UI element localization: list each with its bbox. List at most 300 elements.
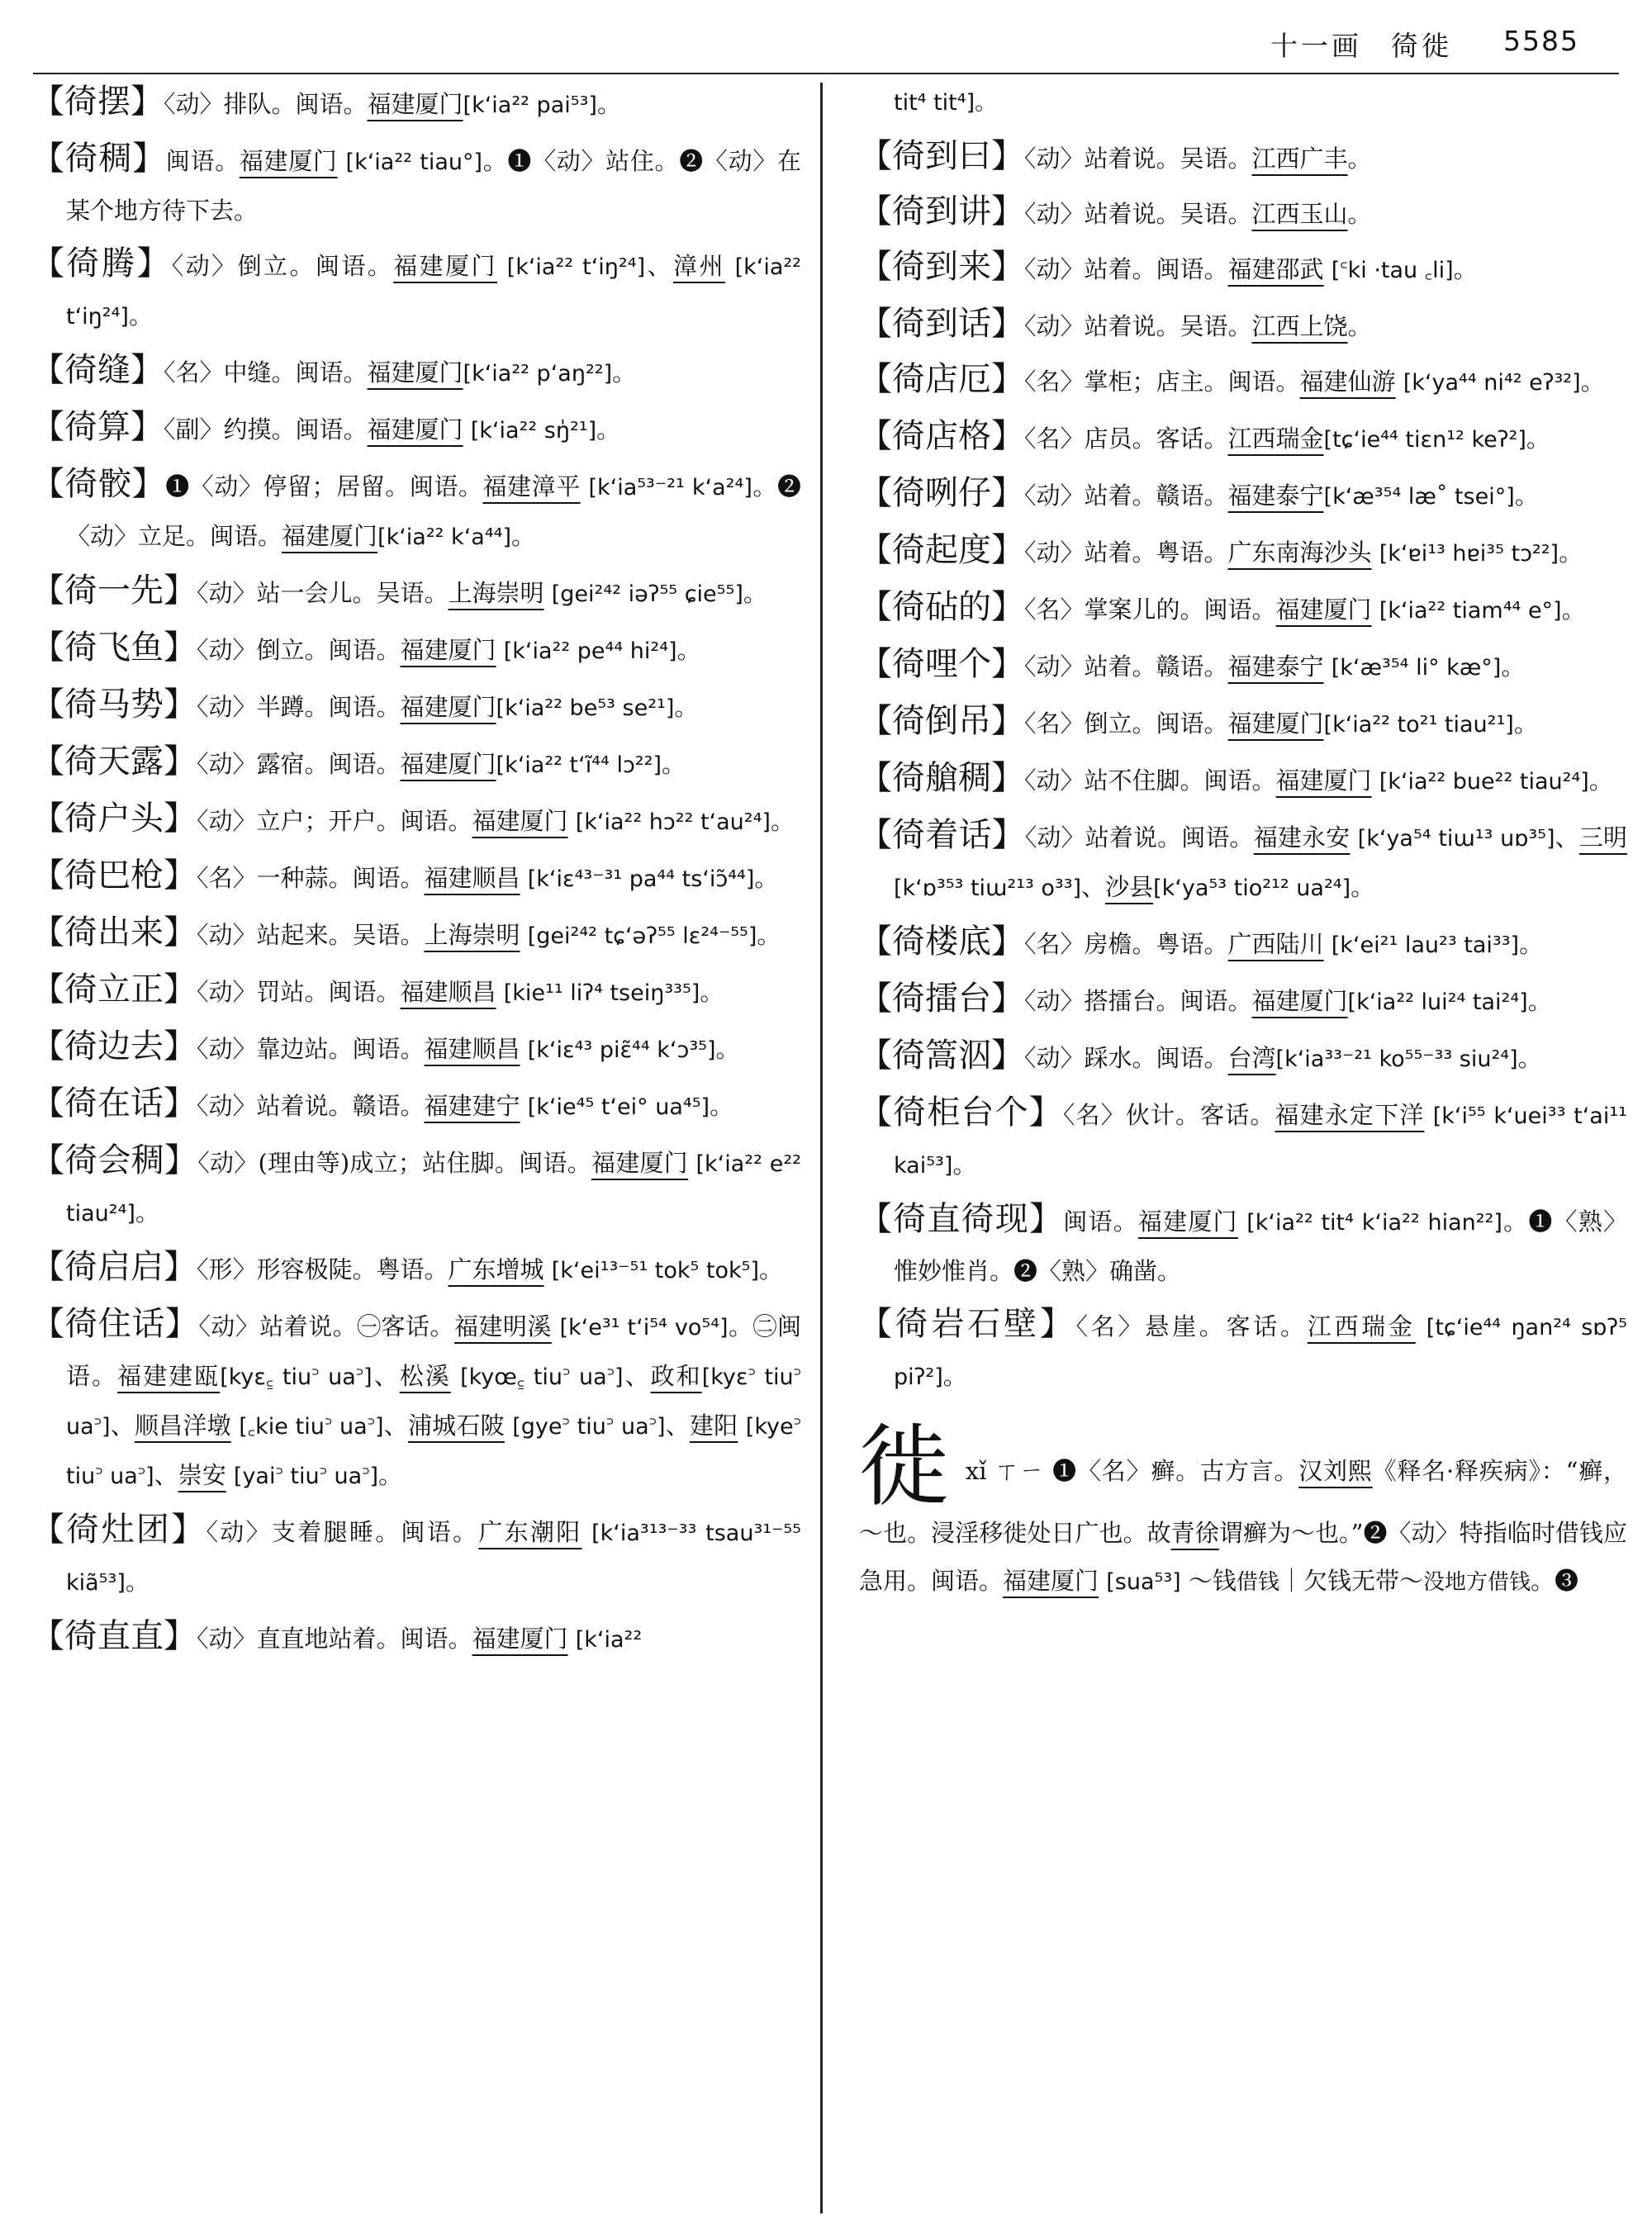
dictionary-entry: [31, 567, 801, 619]
definition-text: 。: [676, 636, 701, 664]
dictionary-entry: [859, 355, 1627, 407]
dialect-location: 江西瑞金: [1307, 1312, 1416, 1340]
definition-text: [1372, 766, 1379, 795]
definition-text: [1324, 930, 1332, 958]
entry-headword: 【徛一先】: [31, 572, 197, 610]
definition-text: 〈动〉支着腿睡。闽语。: [206, 1518, 479, 1546]
phonetic: [k‘ia²² sŋ̍²¹]: [470, 418, 597, 444]
dialect-location: 福建邵武: [1227, 255, 1324, 283]
definition-text: [544, 1255, 552, 1283]
dialect-location: 福建厦门: [1137, 1208, 1238, 1236]
phonetic: [k‘ia²² e²² tiau²⁴]: [66, 1151, 801, 1226]
dictionary-entry: [31, 346, 801, 398]
definition-text: 〈动〉站着。粤语。: [1024, 539, 1228, 567]
definition-text: 〈动〉倒立。闽语。: [171, 252, 394, 280]
dialect-location: 福建永定下洋: [1275, 1101, 1425, 1129]
dictionary-entry: [859, 811, 1627, 913]
dialect-location: 广东增城: [448, 1255, 544, 1283]
definition-text: 《释名·释疾病》：“癣，～也。浸淫移徙处日广也。故: [859, 1457, 1628, 1547]
phonetic: [k‘ia²² hɔ²² t‘au²⁴]: [575, 809, 771, 835]
phonetic: [꜂ki ·tau ꜀li]: [1331, 258, 1454, 283]
definition-text: 〈动〉排队。闽语。: [164, 90, 368, 118]
dictionary-entry: [31, 460, 801, 562]
definition-text: 。: [700, 978, 724, 1006]
phonetic: [k‘ia²² be⁵³ se²¹]: [496, 695, 675, 721]
left-column: [31, 78, 801, 1669]
entry-headword: 【徛到讲】: [859, 192, 1024, 230]
definition-text: 〈动〉立户；开户。闽语。: [197, 807, 472, 835]
definition-text: [496, 636, 504, 664]
phonetic: [k‘ia²² t‘ĩ⁴⁴ lɔ²²]: [496, 752, 662, 778]
definition-text: 。: [1559, 539, 1583, 567]
entry-headword: 【徛店格】: [859, 417, 1024, 455]
definition-text: 、: [1081, 873, 1106, 901]
definition-text: [1350, 823, 1357, 852]
phonetic: [kyɛ꜄ tiu꜄ ua꜄]: [66, 1364, 801, 1440]
phonetic: [k‘ɐi¹³ hɐi³⁵ tɔ²²]: [1379, 541, 1559, 567]
entry-headword: 【徛砧的】: [859, 588, 1024, 626]
entry-headword: 【徛篙泅】: [859, 1037, 1024, 1075]
entry-headword: 【徛启启】: [31, 1248, 197, 1286]
phonetic: [gei²⁴² tɕ‘əʔ⁵⁵ lɛ²⁴⁻⁵⁵]: [527, 923, 757, 949]
entry-headword: 【徛算】: [31, 408, 164, 446]
definition-text: 〈动〉露宿。闽语。: [197, 750, 401, 778]
dictionary-entry: [859, 469, 1627, 521]
phonetic: [k‘ia²² pai⁵³]: [463, 93, 597, 118]
definition-text: 〈动〉站着说。吴语。: [1024, 145, 1252, 173]
definition-text: 〈动〉罚站。闽语。: [197, 978, 401, 1006]
entry-headword: 【徛摆】: [31, 83, 164, 121]
right-column: [859, 78, 1627, 1606]
definition-text: 。: [1580, 368, 1605, 396]
definition-text: 〈形〉形容极陡。粤语。: [197, 1255, 449, 1283]
definition-text: [582, 1518, 592, 1546]
dialect-location: 江西广丰: [1251, 145, 1348, 173]
entry-headword: 【徛飞鱼】: [31, 629, 197, 667]
entry-headword: 【徛倒吊】: [859, 702, 1024, 740]
definition-text: 、: [110, 1412, 135, 1440]
header-characters: 徛徙: [1391, 30, 1452, 62]
dialect-location: 福建厦门: [367, 415, 463, 444]
entry-headword: 【徛哩个】: [859, 645, 1024, 683]
phonetic: [k‘i⁵⁵ k‘uei³³ t‘ai¹¹ kai⁵³]: [894, 1103, 1627, 1179]
page-number: 5585: [1503, 25, 1579, 57]
dialect-location: 沙县: [1105, 873, 1154, 901]
definition-text: 。: [754, 864, 779, 892]
column-divider: [820, 83, 823, 2213]
dialect-location: 上海崇明: [448, 579, 544, 607]
dictionary-entry: [31, 909, 801, 961]
definition-text: 〈动〉站着说。吴语。: [1024, 312, 1252, 340]
phonetic: [k‘ia²² t‘iŋ²⁴]: [506, 254, 646, 280]
definition-text: [338, 147, 346, 175]
dialect-location: 崇安: [178, 1461, 226, 1489]
dictionary-entry: [31, 1136, 801, 1238]
phonetic: [k‘æ³⁵⁴ læ˚ tsei°]: [1323, 484, 1515, 510]
definition-text: 闽语。: [165, 147, 240, 175]
header-rule: [33, 73, 1619, 74]
definition-text: [463, 415, 471, 444]
definition-text: 。: [770, 807, 795, 835]
dialect-location: 福建永安: [1253, 823, 1351, 852]
definition-text: 。: [674, 693, 699, 721]
definition-text: 〈动〉搭擂台。闽语。: [1024, 987, 1252, 1015]
definition-text: [568, 1625, 576, 1653]
dialect-location: 福建厦门: [400, 636, 496, 664]
definition-text: 〈名〉店员。客话。: [1024, 425, 1228, 453]
definition-text: 〈动〉站一会儿。吴语。: [197, 579, 449, 607]
dialect-location: 广东南海沙头: [1227, 539, 1372, 567]
dialect-location: 福建明溪: [453, 1312, 552, 1340]
definition-text: 。: [125, 1568, 150, 1596]
phonetic: [yai꜄ tiu꜄ ua꜄]: [233, 1464, 379, 1489]
phonetic: [k‘ya⁵³ tio²¹² ua²⁴]: [1153, 875, 1351, 901]
entry-headword: 【徛直徛现】: [859, 1200, 1064, 1238]
phonetic: [k‘ie⁴⁵ t‘ei° ua⁴⁵]: [527, 1094, 710, 1120]
entry-headword: 【徛住话】: [31, 1305, 199, 1343]
definition-text: 、: [1555, 823, 1579, 852]
entry-headword: 【徛到曰】: [859, 137, 1024, 175]
dialect-location: 福建顺昌: [424, 1035, 520, 1063]
definition-text: 。: [743, 579, 767, 607]
entry-headword: 【徛店厄】: [859, 360, 1024, 398]
definition-text: 、: [383, 1412, 408, 1440]
definition-text: [725, 252, 735, 280]
entry-headword: 【徛到来】: [859, 248, 1024, 286]
definition-text: 〈动〉踩水。闽语。: [1024, 1044, 1228, 1072]
dialect-location: 福建厦门: [472, 807, 568, 835]
phonetic: [k‘e³¹ t‘i⁵⁴ vo⁵⁴]: [559, 1315, 729, 1340]
dictionary-entry: [859, 640, 1627, 692]
definition-text: 〈动〉直直地站着。闽语。: [197, 1625, 472, 1653]
definition-text: [1416, 1312, 1427, 1340]
phonetic: [k‘ia²² k‘a⁴⁴]: [377, 524, 512, 550]
dialect-location: 福建仙游: [1299, 368, 1396, 396]
phonetic: [gei²⁴² iəʔ⁵⁵ ɕie⁵⁵]: [551, 581, 743, 607]
definition-text: [1238, 1208, 1246, 1236]
phonetic: [k‘ia²² lui²⁴ tai²⁴]: [1347, 989, 1528, 1015]
definition-text: [581, 472, 589, 501]
dictionary-entry: [31, 624, 801, 676]
definition-text: 。: [1351, 873, 1375, 901]
definition-text: 。: [612, 358, 637, 387]
phonetic: [kie¹¹ liʔ⁴ tseiŋ³³⁵]: [503, 980, 700, 1006]
dialect-location: 福建顺昌: [400, 978, 496, 1006]
definition-text: 〈名〉悬崖。客话。: [1075, 1312, 1308, 1340]
dialect-location: 福建厦门: [1275, 766, 1372, 795]
dictionary-entry: [31, 1612, 801, 1664]
entry-headword: 【徛天露】: [31, 743, 197, 780]
definition-text: 。: [1347, 312, 1372, 340]
phonetic: [k‘ia⁵³⁻²¹ k‘a²⁴]: [588, 475, 752, 501]
definition-text: [568, 807, 576, 835]
dictionary-entry: [859, 187, 1627, 238]
dialect-location: 福建厦门: [393, 252, 497, 280]
phonetic: [k‘ia²² t‘iŋ²⁴]: [66, 254, 802, 330]
definition-text: [451, 1362, 460, 1390]
dictionary-entry: [31, 135, 801, 235]
definition-text: 。: [1453, 255, 1478, 283]
dialect-location: 浦城石陂: [407, 1412, 505, 1440]
phonetic: [k‘ia²² pe⁴⁴ hi²⁴]: [503, 638, 677, 664]
dictionary-entry: [859, 1300, 1627, 1402]
definition-text: ❶〈名〉癣。古方言。: [1052, 1457, 1299, 1485]
dialect-location: 福建厦门: [367, 90, 463, 118]
definition-text: 。: [1588, 766, 1613, 795]
definition-text: 〈动〉站着说。赣语。: [197, 1092, 425, 1120]
definition-text: 。: [1513, 709, 1538, 738]
dictionary-entry: [31, 1022, 801, 1075]
entry-headword: 【徛楼底】: [859, 923, 1024, 961]
dictionary-entry: [859, 1195, 1627, 1295]
dictionary-entry: [31, 1506, 801, 1607]
dictionary-entry: [31, 1243, 801, 1295]
definition-text: 。: [952, 1151, 977, 1179]
dialect-location: 松溪: [399, 1362, 451, 1390]
definition-text: 〈名〉中缝。闽语。: [164, 358, 368, 387]
dictionary-entry: [859, 132, 1627, 183]
dictionary-entry: [31, 1079, 801, 1132]
dictionary-entry: [31, 240, 801, 341]
definition-text: [226, 1461, 234, 1489]
definition-text: [544, 579, 552, 607]
phonetic: [k‘ya⁵⁴ tiɯ¹³ uɒ³⁵]: [1357, 826, 1555, 852]
definition-text: 、: [154, 1461, 178, 1489]
dialect-location: 福建泰宁: [1227, 652, 1324, 681]
definition-text: [1424, 1101, 1432, 1129]
phonetic: [꜀kie tiu꜄ ua꜄]: [239, 1414, 384, 1440]
definition-text: ～钱: [1180, 1567, 1237, 1595]
definition-text: 〈名〉伙计。客话。: [1062, 1101, 1275, 1129]
dialect-location: 广东潮阳: [478, 1518, 582, 1546]
continued-text: [859, 78, 1627, 127]
definition-text: [520, 864, 528, 892]
dialect-location: 江西玉山: [1251, 200, 1348, 228]
phonetic: [tɕ‘ie⁴⁴ tiɛn¹² keʔ²]: [1323, 427, 1526, 453]
definition-text: 。: [1527, 987, 1552, 1015]
dialect-location: 台湾: [1227, 1044, 1276, 1072]
definition-text: [520, 1035, 528, 1063]
definition-text: 。: [1501, 652, 1526, 681]
dictionary-entry: [859, 918, 1627, 970]
phonetic: [k‘ei¹³⁻⁵¹ tok⁵ tok⁵]: [551, 1258, 759, 1283]
definition-text: 。: [1347, 200, 1372, 228]
entry-headword: 【徛在话】: [31, 1084, 197, 1122]
dictionary-entry: [859, 1089, 1627, 1190]
definition-text: 〈动〉站着说。㊀客话。: [198, 1312, 454, 1340]
definition-text: 〈动〉倒立。闽语。: [197, 636, 401, 664]
entry-headword: 【徛擂台】: [859, 980, 1024, 1018]
phonetic: tit⁴ tit⁴]。: [894, 90, 998, 116]
definition-text: [1324, 255, 1332, 283]
phonetic: [k‘æ³⁵⁴ li° kæ°]: [1331, 655, 1502, 681]
definition-text: 〈动〉(理由等)成立；站住脚。闽语。: [197, 1149, 591, 1177]
definition-text: [1372, 595, 1379, 624]
dialect-location: 汉刘熙: [1298, 1457, 1373, 1485]
definition-text: ｜欠钱无带～: [1279, 1567, 1423, 1595]
definition-text: 〈名〉掌案儿的。闽语。: [1024, 595, 1276, 624]
definition-text: [496, 978, 504, 1006]
entry-headword: 【徛稠】: [31, 140, 166, 178]
phonetic: [k‘ia³³⁻²¹ ko⁵⁵⁻³³ siu²⁴]: [1275, 1046, 1518, 1072]
dialect-location: 福建泰宁: [1227, 482, 1324, 510]
dictionary-entry: [859, 754, 1627, 806]
dialect-location: 福建厦门: [1275, 595, 1372, 624]
definition-text: 、: [623, 1362, 651, 1390]
definition-text: [1324, 652, 1332, 681]
phonetic: [k‘ia²² tit⁴ k‘ia²² hian²²]: [1246, 1210, 1502, 1236]
entry-headword: 【徛着话】: [859, 816, 1025, 854]
definition-text: 。: [661, 750, 686, 778]
entry-headword: 【徛立正】: [31, 970, 197, 1008]
dictionary-entry: [31, 852, 801, 904]
definition-text: [497, 252, 507, 280]
dictionary-entry: [859, 412, 1627, 464]
definition-text: 。: [759, 1255, 784, 1283]
phonetic: [tɕ‘ie⁴⁴ ŋan²⁴ sɒʔ⁵ piʔ²]: [894, 1315, 1627, 1390]
definition-text: 。: [710, 1092, 734, 1120]
entry-headword: 【徛会稠】: [31, 1141, 198, 1179]
phonetic: [k‘ia²² p‘aŋ²²]: [463, 361, 613, 387]
definition-text: [738, 1412, 745, 1440]
definition-text: 。: [1517, 1044, 1542, 1072]
dialect-location: 建阳: [689, 1412, 738, 1440]
definition-text: 。: [596, 415, 621, 444]
dialect-location: 三明: [1578, 823, 1627, 852]
entry-headword: 【徛户头】: [31, 799, 197, 837]
definition-text: 〈动〉靠边站。闽语。: [197, 1035, 425, 1063]
definition-text: 、: [645, 252, 673, 280]
definition-text: 〈动〉站着。赣语。: [1024, 482, 1228, 510]
definition-text: 。❷〈动〉立足。闽语。: [66, 472, 801, 550]
definition-text: 。: [135, 1198, 159, 1226]
definition-text: 。❶〈动〉站住。❷〈动〉在某个地方待下去。: [66, 147, 801, 225]
dialect-location: 福建建瓯: [117, 1362, 221, 1390]
dictionary-entry: [859, 243, 1627, 295]
dialect-location: 福建顺昌: [424, 864, 520, 892]
dialect-location: 福建厦门: [400, 693, 496, 721]
entry-headword: 【徛巴枪】: [31, 856, 197, 894]
phonetic: [k‘ya⁴⁴ ni⁴² eʔ³²]: [1403, 370, 1581, 396]
phonetic: [k‘ia²²: [575, 1627, 643, 1653]
definition-text: [520, 1092, 528, 1120]
phonetic: [k‘ia²² to²¹ tiau²¹]: [1323, 712, 1514, 738]
definition-text: 。: [715, 1035, 740, 1063]
definition-text: 。: [1526, 425, 1550, 453]
definition-text: 〈动〉站着说。吴语。: [1024, 200, 1252, 228]
definition-text: 〈动〉站着。赣语。: [1024, 652, 1228, 681]
phonetic: [gye꜄ tiu꜄ ua꜄]: [512, 1414, 666, 1440]
definition-text: [1372, 539, 1379, 567]
definition-text: [1099, 1567, 1106, 1595]
dialect-location: 福建厦门: [472, 1625, 568, 1653]
definition-text: ❶〈动〉停留；居留。闽语。: [165, 472, 483, 501]
dictionary-entry: [31, 681, 801, 733]
definition-text: 。: [378, 1461, 403, 1489]
phonetic: [k‘iɛ⁴³ piɛ̃⁴⁴ k‘ɔ³⁵]: [527, 1037, 716, 1063]
entry-headword: 【徛直直】: [31, 1617, 197, 1655]
dialect-location: 福建厦门: [282, 522, 378, 550]
right-entry-list: [859, 132, 1627, 1402]
dialect-location: 福建建宁: [424, 1092, 520, 1120]
definition-text: 〈动〉站着。闽语。: [1024, 255, 1228, 283]
dialect-location: 福建厦门: [367, 358, 463, 387]
phonetic: [k‘ɒ³⁵³ tiɯ²¹³ o³³]: [894, 875, 1082, 901]
big-headword-character: 徙: [859, 1416, 949, 1519]
phonetic: [kye꜄ tiu꜄ ua꜄]: [66, 1414, 801, 1489]
entry-headword: 【徛腾】: [31, 244, 172, 282]
definition-text: 、: [665, 1412, 690, 1440]
dictionary-entry: [859, 697, 1627, 749]
definition-text: 〈动〉站起来。吴语。: [197, 921, 425, 949]
definition-text: 。: [511, 522, 536, 550]
phonetic: [kyœ꜁ tiu꜄ ua꜄]: [460, 1364, 624, 1390]
dialect-location: 福建厦门: [1003, 1567, 1099, 1595]
dialect-location: 广西陆川: [1227, 930, 1324, 958]
definition-text: 。: [1561, 595, 1586, 624]
gloss-note: 借钱: [1236, 1570, 1279, 1595]
dialect-location: 福建厦门: [1251, 987, 1348, 1015]
definition-text: 〈副〉约摸。闽语。: [164, 415, 368, 444]
phonetic: [kyɛ꜁ tiu꜄ ua꜄]: [220, 1364, 373, 1390]
entry-headword: 【徛到话】: [859, 305, 1024, 343]
pinyin: xǐ: [965, 1457, 987, 1485]
entry-headword: 【徛柜台个】: [859, 1094, 1063, 1132]
phonetic: [k‘ia²² tiam⁴⁴ e°]: [1379, 598, 1562, 624]
definition-text: 〈名〉倒立。闽语。: [1024, 709, 1228, 738]
entry-headword: 【徛艙稠】: [859, 759, 1024, 797]
headword-entry-xi: [859, 1416, 1628, 1606]
dialect-location: 上海崇明: [424, 921, 520, 949]
dictionary-entry: [31, 795, 801, 847]
definition-text: 。㊁闽语。: [66, 1312, 801, 1390]
dictionary-entry: [31, 1300, 801, 1501]
dialect-location: 福建厦门: [591, 1149, 688, 1177]
phonetic: [k‘ei²¹ lau²³ tai³³]: [1331, 932, 1520, 958]
entry-headword: 【徛骹】: [31, 465, 166, 503]
dictionary-entry: [31, 403, 801, 455]
definition-text: 谓癣为～也。”❷〈动〉特指临时借钱应急用。闽语。: [859, 1519, 1627, 1595]
definition-text: 。: [1519, 930, 1544, 958]
dictionary-entry: [859, 583, 1627, 635]
header-stroke-count: 十一画: [1270, 30, 1362, 62]
definition-text: 〈名〉一种蒜。闽语。: [197, 864, 425, 892]
dialect-location: 江西上饶: [1251, 312, 1348, 340]
entry-headword: 【徛边去】: [31, 1027, 197, 1065]
entry-headword: 【徛缝】: [31, 351, 164, 389]
entry-headword: 【徛马势】: [31, 686, 197, 724]
definition-text: 〈名〉房檐。粤语。: [1024, 930, 1228, 958]
entry-headword: 【徛起度】: [859, 531, 1024, 569]
dialect-location: 政和: [650, 1362, 702, 1390]
dictionary-entry: [859, 1032, 1627, 1084]
dialect-location: 顺昌洋墩: [134, 1412, 231, 1440]
dialect-location: 漳州: [673, 252, 725, 280]
definition-text: 。: [1347, 145, 1372, 173]
zhuyin: ㄒㄧ: [995, 1457, 1045, 1485]
dialect-location: 福建漳平: [482, 472, 581, 501]
dictionary-entry: [31, 738, 801, 790]
dictionary-entry: [859, 975, 1627, 1027]
dialect-location: 青徐: [1170, 1519, 1219, 1547]
definition-text: 〈动〉半蹲。闽语。: [197, 693, 401, 721]
definition-text: [505, 1412, 512, 1440]
definition-text: 闽语。: [1063, 1208, 1138, 1236]
dictionary-entry: [31, 78, 801, 130]
definition-text: 。: [1514, 482, 1539, 510]
dialect-location: 福建厦门: [239, 147, 338, 175]
phonetic: [k‘ia²² bue²² tiau²⁴]: [1379, 769, 1589, 795]
